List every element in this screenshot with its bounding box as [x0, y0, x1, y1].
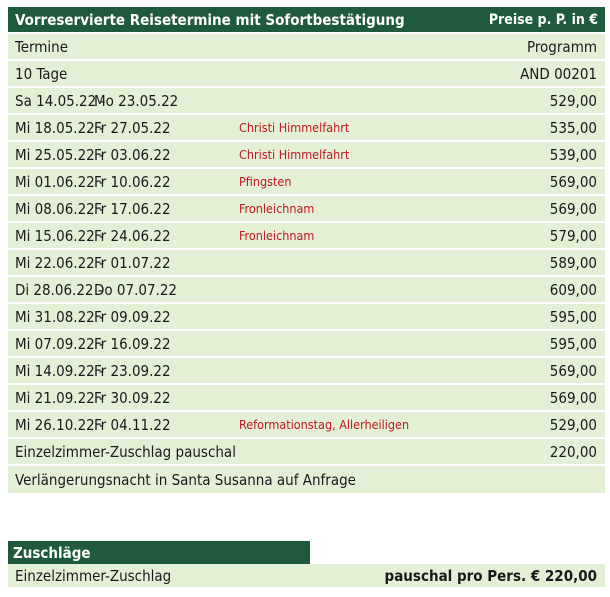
price: 569,00 [549, 172, 597, 191]
table-row [8, 275, 605, 302]
table-row [8, 248, 605, 275]
date-end: Fr 24.06.22 [94, 226, 171, 245]
date-start: Sa 14.05.22 - [15, 91, 106, 110]
date-end: Fr 03.06.22 [94, 145, 171, 164]
termine-label: Termine [15, 37, 69, 56]
extension-row [8, 464, 605, 493]
date-start: Mi 25.05.22 - [15, 145, 104, 164]
table-row [8, 302, 605, 329]
holiday-note: Christi Himmelfahrt [239, 120, 350, 135]
date-end: Fr 30.09.22 [94, 388, 171, 407]
zuschlag-value: pauschal pro Pers. € 220,00 [384, 566, 597, 585]
table-row [8, 140, 605, 167]
subheader-row [8, 32, 605, 59]
extension-note: Verlängerungsnacht in Santa Susanna auf Anfrage [15, 470, 356, 489]
date-end: Fr 27.05.22 [94, 118, 171, 137]
date-start: Mi 15.06.22 - [15, 226, 104, 245]
price: 539,00 [549, 145, 597, 164]
date-start: Mi 21.09.22 - [15, 388, 104, 407]
date-start: Mi 26.10.22 - [15, 415, 104, 434]
program-code: AND 00201 [520, 64, 597, 83]
price: 529,00 [549, 91, 597, 110]
price: 569,00 [549, 388, 597, 407]
duration-label: 10 Tage [15, 64, 68, 83]
table-row [8, 356, 605, 383]
zuschlaege-row [8, 564, 605, 587]
single-room-price: 220,00 [549, 442, 597, 461]
price: 569,00 [549, 361, 597, 380]
travel-dates-table [8, 7, 605, 493]
date-end: Mo 23.05.22 [94, 91, 179, 110]
price: 535,00 [549, 118, 597, 137]
table-row [8, 194, 605, 221]
holiday-note: Fronleichnam [239, 228, 315, 243]
holiday-note: Reformationstag, Allerheiligen [239, 417, 410, 432]
date-start: Mi 08.06.22 - [15, 199, 104, 218]
price: 609,00 [549, 280, 597, 299]
date-end: Fr 17.06.22 [94, 199, 171, 218]
date-end: Fr 04.11.22 [94, 415, 171, 434]
price: 595,00 [549, 307, 597, 326]
zuschlaege-header: Zuschläge [8, 541, 310, 564]
table-title: Vorreservierte Reisetermine mit Sofortbestätigung [15, 10, 405, 29]
table-row [8, 113, 605, 140]
table-row [8, 221, 605, 248]
date-start: Mi 07.09.22 - [15, 334, 104, 353]
date-end: Fr 01.07.22 [94, 253, 171, 272]
program-row [8, 59, 605, 86]
table-row [8, 329, 605, 356]
single-room-label: Einzelzimmer-Zuschlag pauschal [15, 442, 236, 461]
holiday-note: Pfingsten [239, 174, 292, 189]
price: 569,00 [549, 199, 597, 218]
price-header: Preise p. P. in € [488, 11, 598, 28]
price: 579,00 [549, 226, 597, 245]
table-row [8, 167, 605, 194]
programm-label: Programm [526, 37, 597, 56]
table-row [8, 86, 605, 113]
date-start: Mi 31.08.22 - [15, 307, 104, 326]
price: 529,00 [549, 415, 597, 434]
date-end: Do 07.07.22 [94, 280, 178, 299]
date-end: Fr 09.09.22 [94, 307, 171, 326]
date-end: Fr 23.09.22 [94, 361, 171, 380]
date-start: Mi 01.06.22 - [15, 172, 104, 191]
table-row [8, 410, 605, 437]
zuschlag-label: Einzelzimmer-Zuschlag [15, 566, 172, 585]
date-start: Mi 22.06.22 - [15, 253, 104, 272]
price: 589,00 [549, 253, 597, 272]
single-room-row [8, 437, 605, 464]
holiday-note: Fronleichnam [239, 201, 315, 216]
holiday-note: Christi Himmelfahrt [239, 147, 350, 162]
date-start: Mi 18.05.22 - [15, 118, 104, 137]
date-end: Fr 10.06.22 [94, 172, 171, 191]
table-header [8, 7, 605, 32]
date-end: Fr 16.09.22 [94, 334, 171, 353]
zuschlaege-section [8, 541, 605, 587]
date-start: Di 28.06.22 - [15, 280, 103, 299]
price: 595,00 [549, 334, 597, 353]
table-row [8, 383, 605, 410]
date-start: Mi 14.09.22 - [15, 361, 104, 380]
